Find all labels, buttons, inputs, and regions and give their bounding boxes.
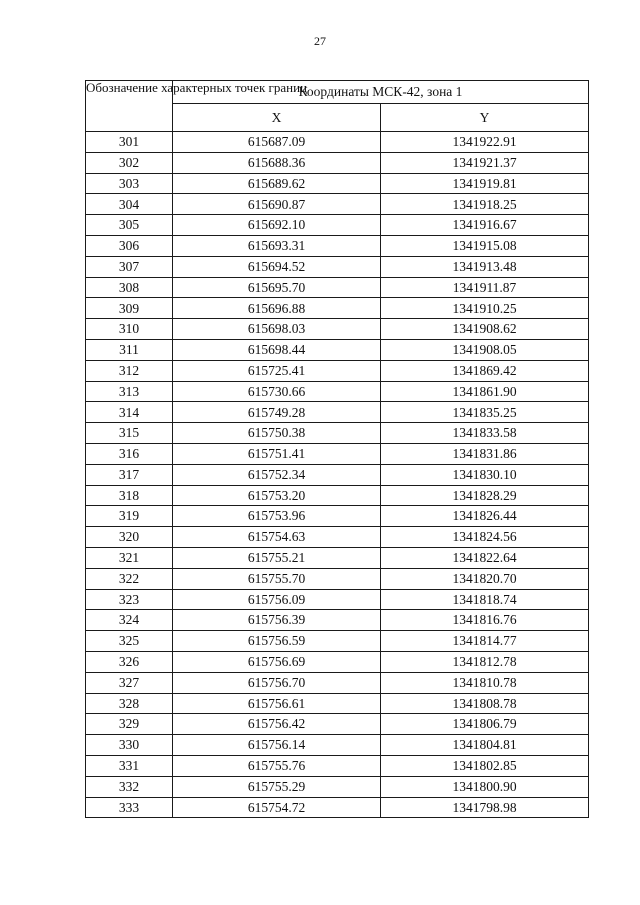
x-coordinate-cell: 615698.44: [173, 339, 381, 360]
table-body: [86, 132, 589, 818]
table-row: [86, 631, 589, 652]
x-coordinate-cell: 615753.96: [173, 506, 381, 527]
y-coordinate-cell: 1341918.25: [381, 194, 589, 215]
point-id-cell: 333: [86, 797, 173, 818]
table-row: [86, 215, 589, 236]
point-id-cell: 315: [86, 423, 173, 444]
point-id-cell: 329: [86, 714, 173, 735]
y-coordinate-cell: 1341916.67: [381, 215, 589, 236]
y-coordinate-cell: 1341915.08: [381, 235, 589, 256]
point-id-cell: 326: [86, 651, 173, 672]
y-coordinate-cell: 1341826.44: [381, 506, 589, 527]
coordinates-group-header: Координаты МСК-42, зона 1: [173, 81, 589, 104]
point-id-cell: 308: [86, 277, 173, 298]
table-row: [86, 298, 589, 319]
x-coordinate-cell: 615756.39: [173, 610, 381, 631]
point-id-cell: 314: [86, 402, 173, 423]
point-id-cell: 313: [86, 381, 173, 402]
point-id-cell: 327: [86, 672, 173, 693]
table-row: [86, 776, 589, 797]
y-coordinate-cell: 1341816.76: [381, 610, 589, 631]
point-id-cell: 317: [86, 464, 173, 485]
y-coordinate-cell: 1341812.78: [381, 651, 589, 672]
table-row: [86, 360, 589, 381]
x-coordinate-cell: 615755.70: [173, 568, 381, 589]
y-coordinate-cell: 1341910.25: [381, 298, 589, 319]
table-row: [86, 693, 589, 714]
point-id-cell: 325: [86, 631, 173, 652]
y-coordinate-cell: 1341820.70: [381, 568, 589, 589]
x-coordinate-cell: 615756.09: [173, 589, 381, 610]
table-row: [86, 339, 589, 360]
x-coordinate-cell: 615754.72: [173, 797, 381, 818]
y-coordinate-cell: 1341921.37: [381, 152, 589, 173]
y-coordinate-cell: 1341922.91: [381, 132, 589, 153]
point-id-cell: 322: [86, 568, 173, 589]
x-coordinate-cell: 615687.09: [173, 132, 381, 153]
x-coordinate-cell: 615690.87: [173, 194, 381, 215]
y-coordinate-cell: 1341808.78: [381, 693, 589, 714]
y-coordinate-cell: 1341824.56: [381, 527, 589, 548]
y-coordinate-cell: 1341804.81: [381, 735, 589, 756]
y-coordinate-cell: 1341810.78: [381, 672, 589, 693]
point-id-cell: 318: [86, 485, 173, 506]
table-row: [86, 568, 589, 589]
point-id-cell: 332: [86, 776, 173, 797]
x-coordinate-cell: 615756.61: [173, 693, 381, 714]
point-id-cell: 301: [86, 132, 173, 153]
y-coordinate-cell: 1341861.90: [381, 381, 589, 402]
table-row: [86, 381, 589, 402]
x-coordinate-cell: 615750.38: [173, 423, 381, 444]
x-coordinate-cell: 615755.21: [173, 547, 381, 568]
x-coordinate-cell: 615755.29: [173, 776, 381, 797]
x-coordinate-cell: 615696.88: [173, 298, 381, 319]
y-coordinate-cell: 1341800.90: [381, 776, 589, 797]
y-coordinate-cell: 1341833.58: [381, 423, 589, 444]
point-id-cell: 331: [86, 755, 173, 776]
table-row: [86, 547, 589, 568]
table-row: [86, 797, 589, 818]
point-id-cell: 323: [86, 589, 173, 610]
x-coordinate-cell: 615688.36: [173, 152, 381, 173]
table-row: [86, 319, 589, 340]
x-coordinate-cell: 615694.52: [173, 256, 381, 277]
table-row: [86, 443, 589, 464]
table-row: [86, 256, 589, 277]
y-coordinate-cell: 1341822.64: [381, 547, 589, 568]
table-row: [86, 194, 589, 215]
x-coordinate-cell: 615756.42: [173, 714, 381, 735]
y-column-header: Y: [381, 104, 589, 132]
point-id-cell: 324: [86, 610, 173, 631]
table-row: [86, 610, 589, 631]
y-coordinate-cell: 1341830.10: [381, 464, 589, 485]
x-coordinate-cell: 615693.31: [173, 235, 381, 256]
point-id-cell: 312: [86, 360, 173, 381]
table-row: [86, 651, 589, 672]
x-coordinate-cell: 615756.69: [173, 651, 381, 672]
point-id-cell: 321: [86, 547, 173, 568]
x-coordinate-cell: 615695.70: [173, 277, 381, 298]
y-coordinate-cell: 1341835.25: [381, 402, 589, 423]
y-coordinate-cell: 1341911.87: [381, 277, 589, 298]
y-coordinate-cell: 1341908.05: [381, 339, 589, 360]
table-row: [86, 464, 589, 485]
x-coordinate-cell: 615698.03: [173, 319, 381, 340]
point-id-cell: 330: [86, 735, 173, 756]
point-id-cell: 303: [86, 173, 173, 194]
point-id-cell: 311: [86, 339, 173, 360]
point-id-cell: 320: [86, 527, 173, 548]
point-label-header: Обозначение характерных точек границ: [86, 81, 173, 132]
y-coordinate-cell: 1341869.42: [381, 360, 589, 381]
point-id-cell: 328: [86, 693, 173, 714]
x-coordinate-cell: 615749.28: [173, 402, 381, 423]
point-id-cell: 305: [86, 215, 173, 236]
y-coordinate-cell: 1341802.85: [381, 755, 589, 776]
point-id-cell: 306: [86, 235, 173, 256]
x-coordinate-cell: 615689.62: [173, 173, 381, 194]
y-coordinate-cell: 1341798.98: [381, 797, 589, 818]
table-row: [86, 672, 589, 693]
y-coordinate-cell: 1341818.74: [381, 589, 589, 610]
table-row: [86, 735, 589, 756]
point-id-cell: 304: [86, 194, 173, 215]
point-id-cell: 319: [86, 506, 173, 527]
x-coordinate-cell: 615751.41: [173, 443, 381, 464]
page-number: 27: [314, 34, 326, 48]
x-coordinate-cell: 615730.66: [173, 381, 381, 402]
x-coordinate-cell: 615756.59: [173, 631, 381, 652]
table-row: [86, 589, 589, 610]
coordinates-table: [85, 80, 589, 818]
x-coordinate-cell: 615754.63: [173, 527, 381, 548]
x-coordinate-cell: 615756.70: [173, 672, 381, 693]
x-coordinate-cell: 615725.41: [173, 360, 381, 381]
table-row: [86, 132, 589, 153]
table-row: [86, 423, 589, 444]
table-row: [86, 527, 589, 548]
y-coordinate-cell: 1341919.81: [381, 173, 589, 194]
table-row: [86, 485, 589, 506]
y-coordinate-cell: 1341814.77: [381, 631, 589, 652]
table-row: [86, 714, 589, 735]
x-coordinate-cell: 615692.10: [173, 215, 381, 236]
y-coordinate-cell: 1341831.86: [381, 443, 589, 464]
table-row: [86, 277, 589, 298]
x-column-header: X: [173, 104, 381, 132]
point-id-cell: 309: [86, 298, 173, 319]
y-coordinate-cell: 1341913.48: [381, 256, 589, 277]
x-coordinate-cell: 615756.14: [173, 735, 381, 756]
point-id-cell: 302: [86, 152, 173, 173]
y-coordinate-cell: 1341908.62: [381, 319, 589, 340]
table-row: [86, 235, 589, 256]
y-coordinate-cell: 1341806.79: [381, 714, 589, 735]
table-row: [86, 755, 589, 776]
point-id-cell: 310: [86, 319, 173, 340]
point-id-cell: 307: [86, 256, 173, 277]
table-row: [86, 506, 589, 527]
table-row: [86, 402, 589, 423]
table-row: [86, 173, 589, 194]
point-id-cell: 316: [86, 443, 173, 464]
x-coordinate-cell: 615755.76: [173, 755, 381, 776]
x-coordinate-cell: 615753.20: [173, 485, 381, 506]
y-coordinate-cell: 1341828.29: [381, 485, 589, 506]
x-coordinate-cell: 615752.34: [173, 464, 381, 485]
table-row: [86, 152, 589, 173]
